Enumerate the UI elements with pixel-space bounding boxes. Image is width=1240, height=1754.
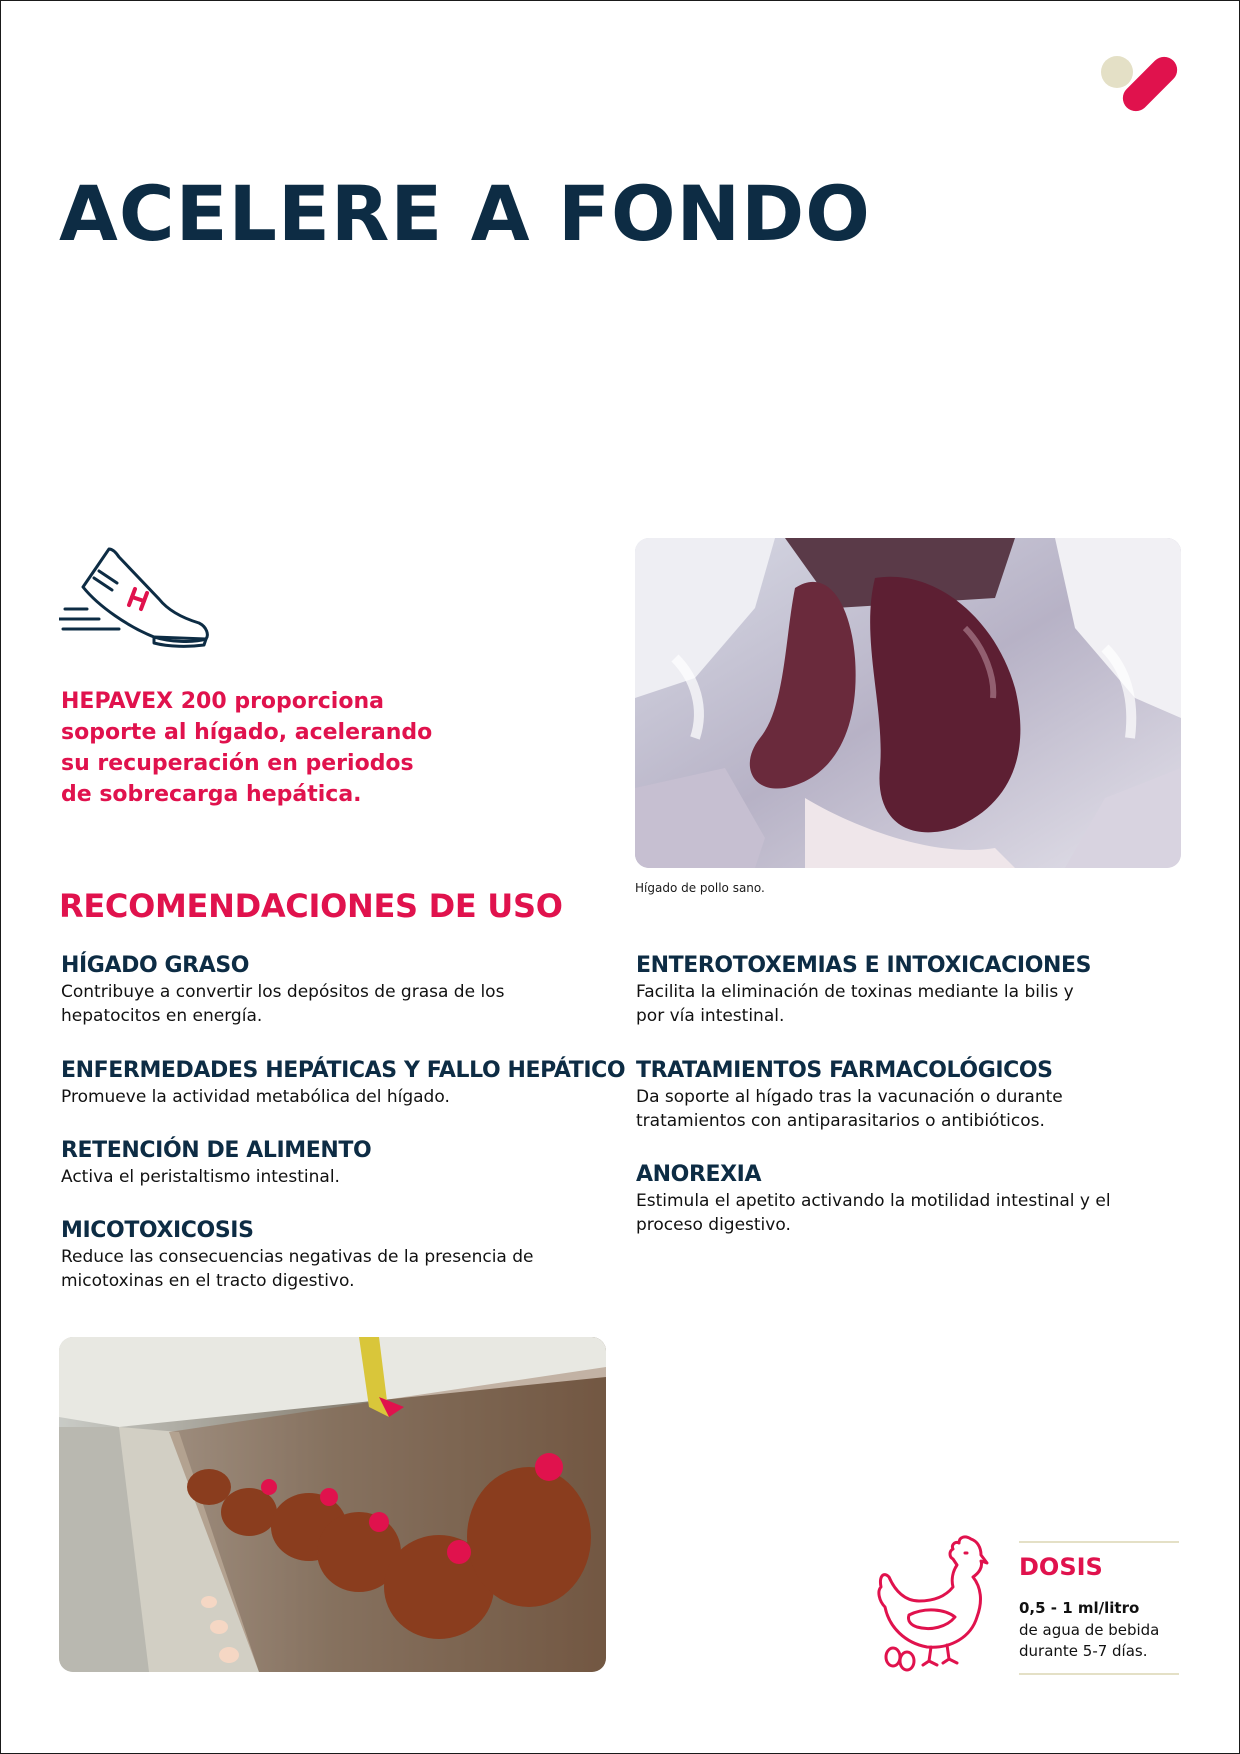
rec-text: Facilita la eliminación de toxinas mediante la bilis y por vía intestinal. [636, 982, 1074, 1026]
intro-text: HEPAVEX 200 proporciona soporte al hígado, acelerando su recuperación en periodos de sobrecarga hepática. [61, 689, 433, 807]
rec-retencion-alimento [61, 1137, 621, 1189]
rec-title: ENTEROTOXEMIAS E INTOXICACIONES [636, 953, 1092, 978]
rec-title: HÍGADO GRASO [61, 953, 250, 978]
rec-text: Estimula el apetito activando la motilidad intestinal y el proceso digestivo. [636, 1191, 1111, 1235]
recommendations-heading: RECOMENDACIONES DE USO [59, 887, 563, 925]
liver-photo [635, 538, 1181, 868]
rec-title: TRATAMIENTOS FARMACOLÓGICOS [636, 1058, 1053, 1083]
rec-text: Da soporte al hígado tras la vacunación o durante tratamientos con antiparasitarios o antibióticos. [636, 1087, 1063, 1131]
rec-title: ENFERMEDADES HEPÁTICAS Y FALLO HEPÁTICO [61, 1058, 626, 1083]
rec-text: Promueve la actividad metabólica del hígado. [61, 1087, 450, 1107]
rec-enfermedades-hepaticas [61, 1057, 626, 1109]
dose-box [1019, 1541, 1179, 1675]
rec-text: Activa el peristaltismo intestinal. [61, 1167, 340, 1187]
dose-title: DOSIS [1019, 1553, 1103, 1581]
rec-text: Contribuye a convertir los depósitos de grasa de los hepatocitos en energía. [61, 982, 505, 1026]
rec-title: MICOTOXICOSIS [61, 1218, 254, 1243]
rec-text: Reduce las consecuencias negativas de la presencia de micotoxinas en el tracto digestivo. [61, 1247, 534, 1291]
rec-title: RETENCIÓN DE ALIMENTO [61, 1138, 372, 1163]
brand-logo [1101, 55, 1185, 121]
liver-photo-caption: Hígado de pollo sano. [635, 881, 765, 895]
dose-line-1: de agua de bebida [1019, 1621, 1160, 1639]
rec-enterotoxemias [636, 952, 1196, 1028]
rec-anorexia [636, 1161, 1196, 1237]
running-shoe-icon [59, 547, 211, 655]
page-title: ACELERE A FONDO [59, 169, 871, 258]
rec-tratamientos-farmacologicos [636, 1057, 1196, 1133]
rec-higado-graso [61, 952, 621, 1028]
rec-micotoxicosis [61, 1217, 621, 1293]
hens-photo [59, 1337, 606, 1672]
dose-amount: 0,5 - 1 ml/litro [1019, 1599, 1140, 1617]
hen-icon [875, 1531, 993, 1673]
logo-dot [1101, 56, 1133, 88]
rec-title: ANOREXIA [636, 1162, 762, 1187]
dose-line-2: durante 5-7 días. [1019, 1642, 1148, 1660]
